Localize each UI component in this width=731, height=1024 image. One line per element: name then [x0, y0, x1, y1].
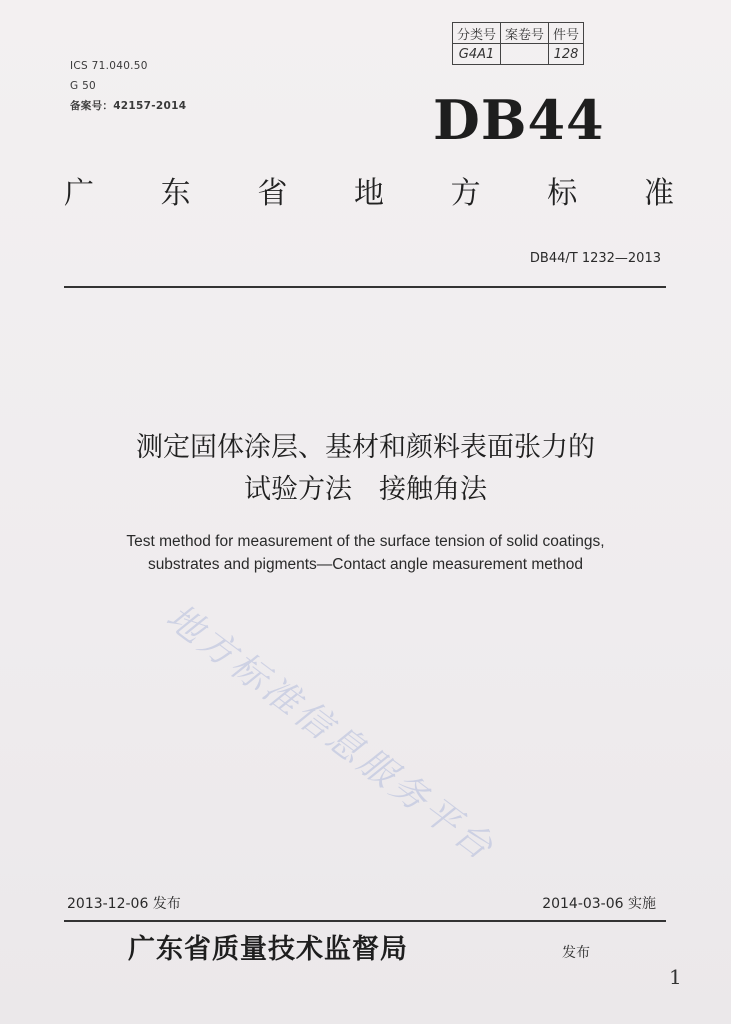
standard-type — [64, 168, 674, 212]
title-en-line1: Test method for measurement of the surface tension of solid coatings, — [126, 533, 605, 550]
stamp-value-item: 128 — [549, 44, 584, 65]
archive-stamp — [452, 22, 584, 65]
ccs-code: G 50 — [70, 80, 97, 92]
bottom-divider — [64, 920, 666, 922]
standard-type-char: 地 — [353, 176, 384, 211]
page-number: 1 — [669, 965, 682, 989]
stamp-header-file: 案卷号 — [501, 23, 549, 44]
stamp-header-category: 分类号 — [453, 23, 501, 44]
standard-type-char: 准 — [643, 176, 674, 211]
implement-date: 2014-03-06 实施 — [542, 896, 656, 912]
top-divider — [64, 286, 666, 288]
title-cn-line2: 试验方法 接触角法 — [244, 474, 487, 505]
standard-type-char: 东 — [160, 176, 191, 211]
watermark-text: 地方标准信息服务平台 — [158, 596, 503, 870]
stamp-header-item: 件号 — [549, 23, 584, 44]
record-number: 备案号：42157-2014 — [70, 100, 187, 112]
stamp-value-file — [501, 44, 549, 65]
title-cn-line1: 测定固体涂层、基材和颜料表面张力的 — [136, 432, 595, 463]
standard-number: DB44/T 1232—2013 — [529, 251, 661, 266]
standard-type-char: 标 — [547, 176, 578, 211]
standard-type-char: 广 — [64, 176, 94, 211]
standard-code: DB44 — [433, 88, 605, 152]
publish-date: 2013-12-06 发布 — [67, 896, 181, 912]
ics-code: ICS 71.040.50 — [70, 60, 148, 72]
stamp-value-category: G4A1 — [453, 44, 501, 65]
standard-type-char: 方 — [450, 176, 481, 211]
issuer-name: 广东省质量技术监督局 — [128, 934, 408, 965]
standard-type-char: 省 — [257, 176, 288, 211]
issue-action: 发布 — [562, 945, 590, 961]
title-en-line2: substrates and pigments—Contact angle measurement method — [147, 556, 584, 573]
